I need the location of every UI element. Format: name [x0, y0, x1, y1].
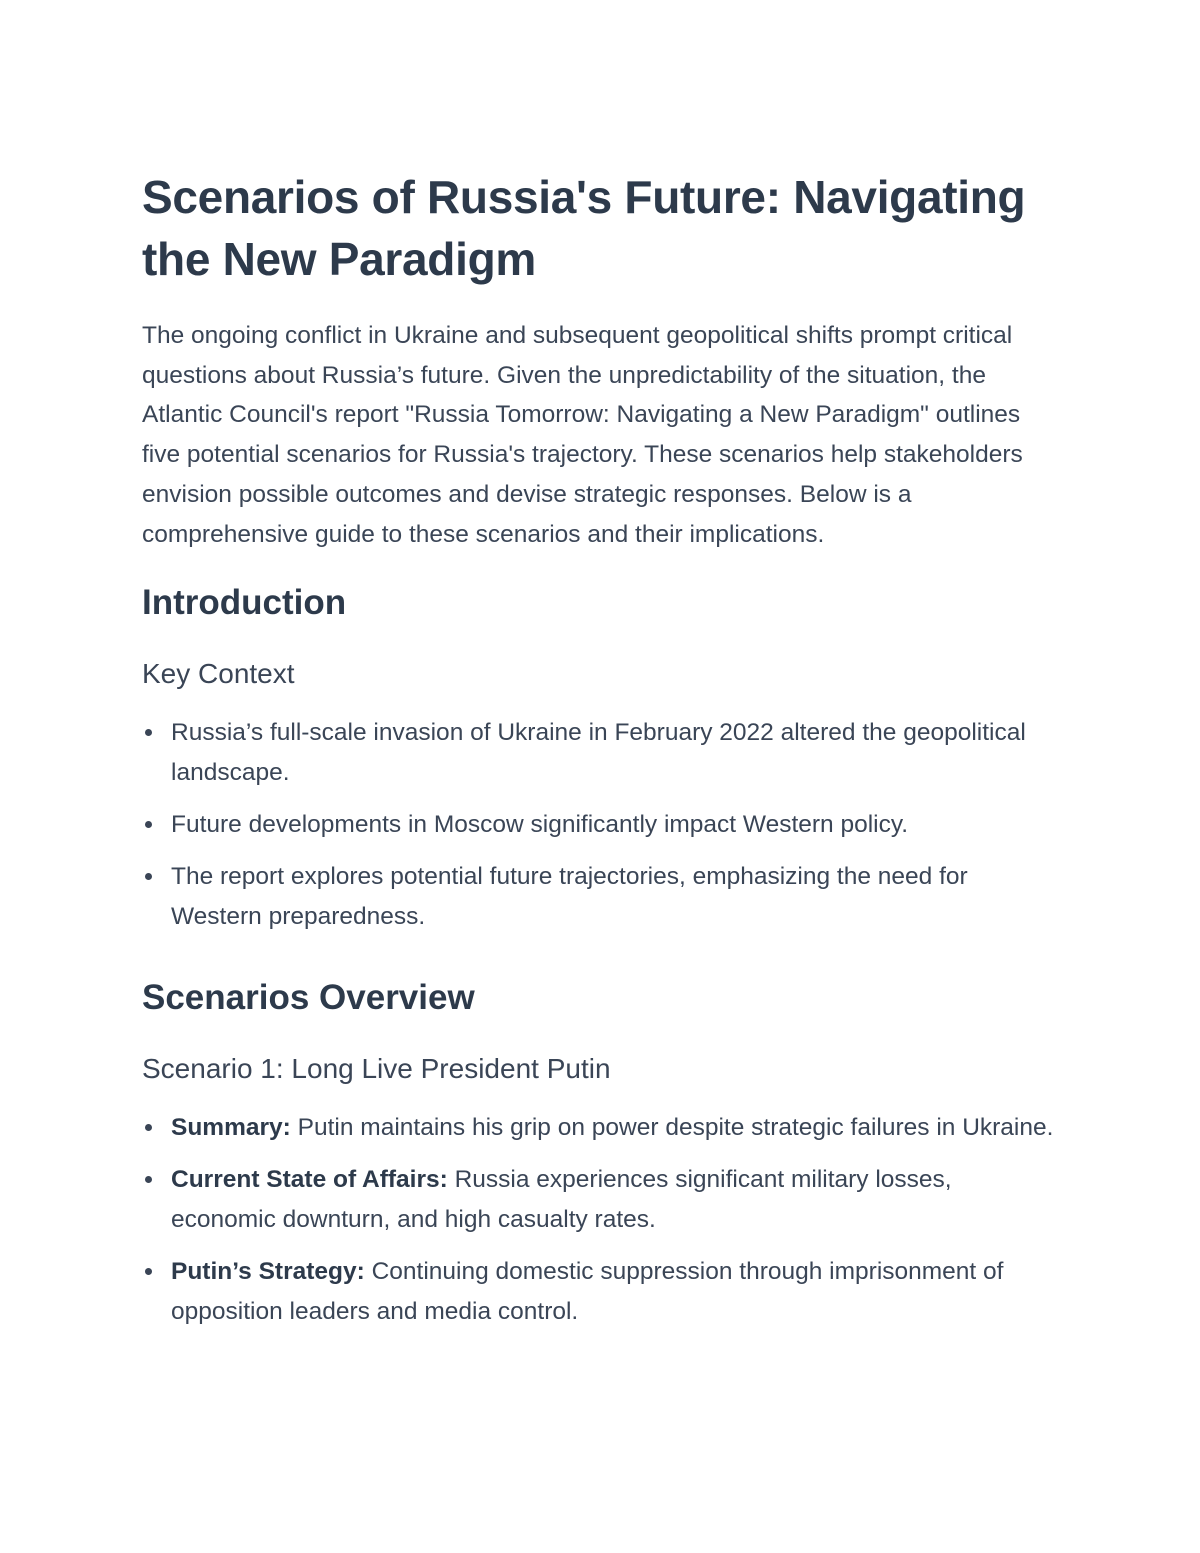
list-item-text: Russia’s full-scale invasion of Ukraine in February 2022 altered the geopolitical landscape.	[171, 719, 1026, 786]
list-item-text: Russia experiences significant military losses, economic downturn, and high casualty rates.	[171, 1165, 952, 1233]
list-item-text: Future developments in Moscow significantly impact Western policy.	[171, 811, 909, 839]
list-item	[142, 805, 1062, 845]
list-item-label: Summary:	[171, 1113, 291, 1141]
bullet-icon	[145, 873, 152, 880]
bullet-icon	[145, 729, 152, 736]
document-page	[142, 166, 1062, 1331]
bullet-icon	[145, 1176, 152, 1183]
list-item-label: Putin’s Strategy:	[171, 1257, 365, 1285]
list-item	[142, 1108, 1062, 1148]
section-heading-scenarios-overview: Scenarios Overview	[142, 977, 475, 1017]
intro-paragraph: The ongoing conflict in Ukraine and subsequent geopolitical shifts prompt critical questions about Russia’s future. Given the unpredictability of the situation, the Atlantic Council's report "Russia Tomorrow: Navigating a New Paradigm" outlines five potential scenarios for Russia's trajectory. These scenarios help stakeholders envision possible outcomes and devise strategic responses. Below is a comprehensive guide to these scenarios and their implications.	[142, 322, 1023, 548]
list-item-label: Current State of Affairs:	[171, 1165, 448, 1193]
list-item-text: Putin maintains his grip on power despite strategic failures in Ukraine.	[290, 1113, 1054, 1141]
document-title: Scenarios of Russia's Future: Navigating the New Paradigm	[142, 171, 1026, 285]
list-item	[142, 713, 1062, 792]
list-item-text: Continuing domestic suppression through imprisonment of opposition leaders and media control.	[171, 1257, 1004, 1325]
bullet-icon	[145, 821, 152, 828]
list-item	[142, 1252, 1062, 1331]
list-item	[142, 1160, 1062, 1239]
list-item-text: The report explores potential future trajectories, emphasizing the need for Western preparedness.	[171, 863, 968, 931]
section-heading-introduction: Introduction	[142, 583, 347, 623]
scenario-1-list	[142, 1108, 1062, 1332]
subsection-heading-key-context: Key Context	[142, 658, 295, 690]
key-context-list	[142, 713, 1062, 937]
bullet-icon	[145, 1268, 152, 1275]
subsection-heading-scenario-1: Scenario 1: Long Live President Putin	[142, 1052, 611, 1084]
bullet-icon	[145, 1124, 152, 1131]
list-item	[142, 857, 1062, 936]
